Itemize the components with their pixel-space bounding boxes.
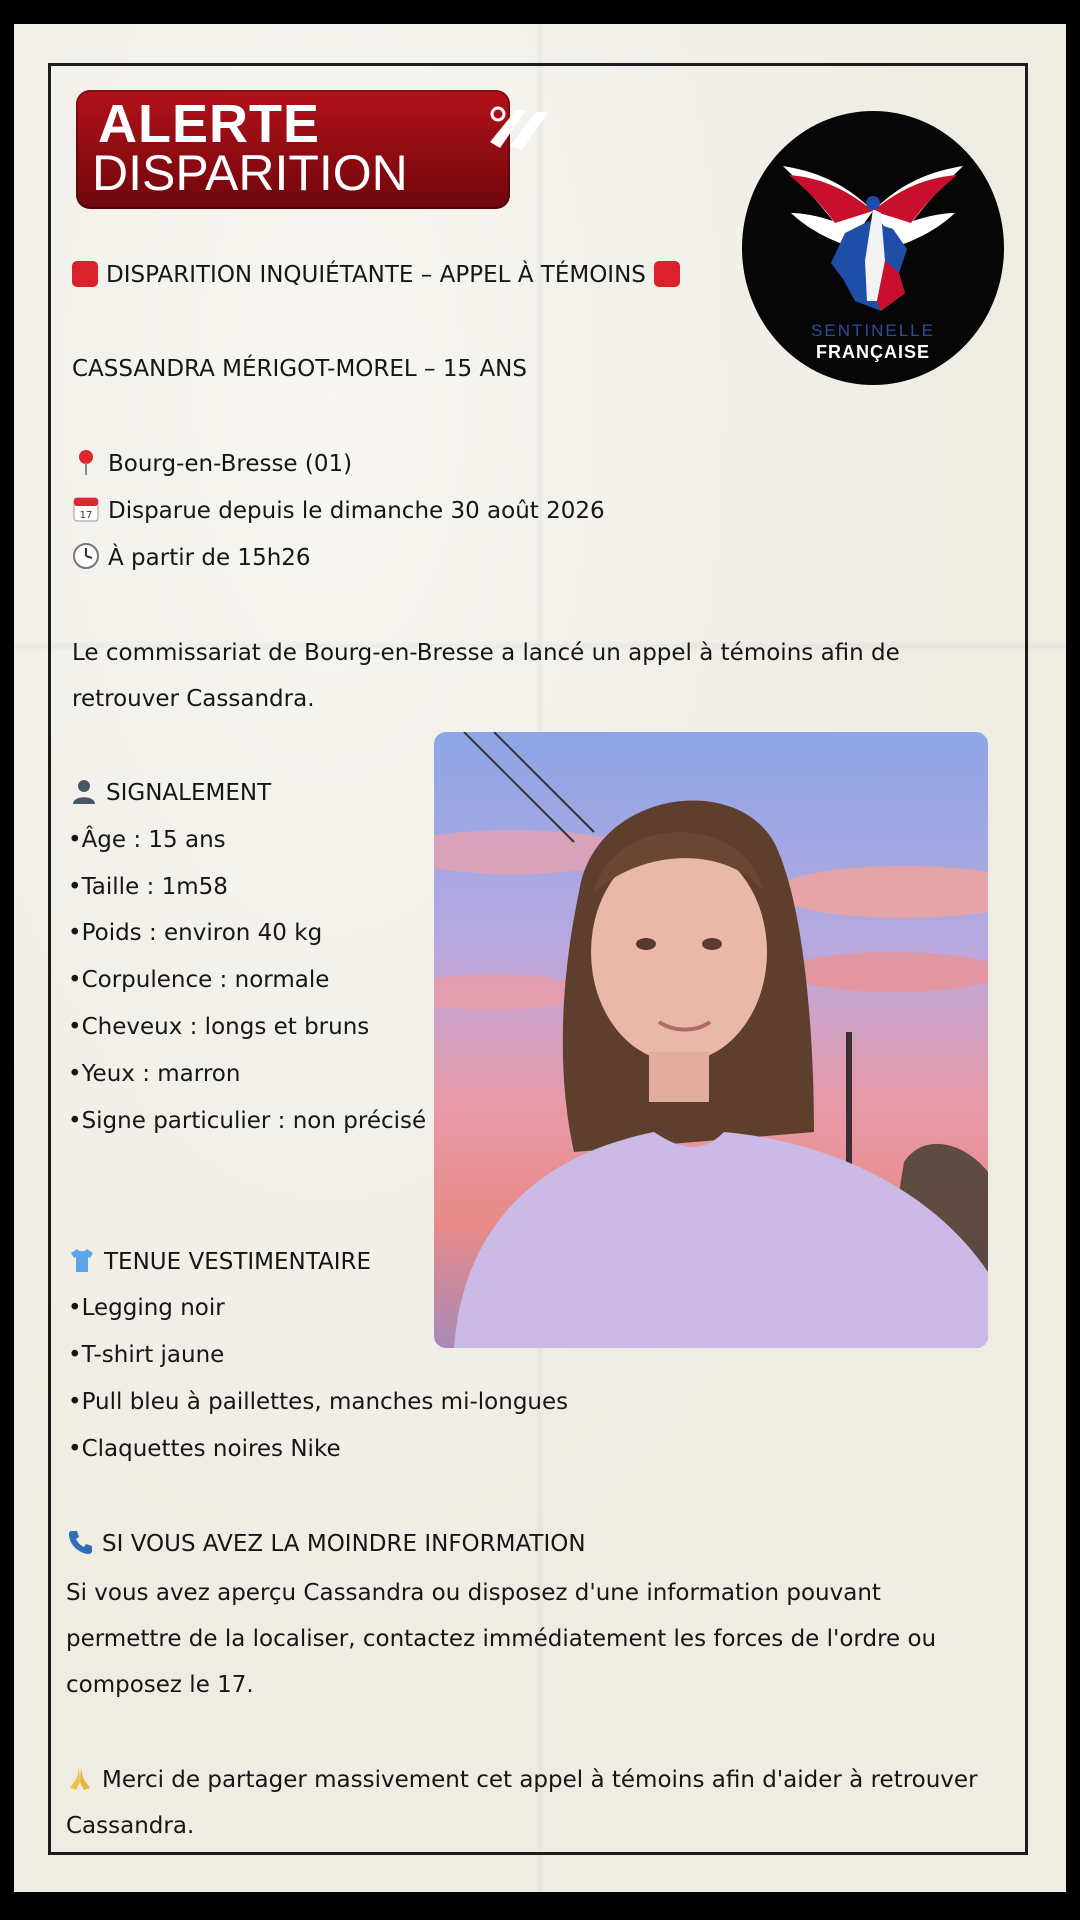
signalement-item: •Corpulence : normale — [68, 967, 330, 993]
missing-person-photo — [434, 732, 988, 1348]
location-line — [72, 448, 352, 479]
pin-icon — [72, 448, 100, 476]
tenue-item: •Pull bleu à paillettes, manches mi-longues — [68, 1389, 569, 1415]
signalement-item: •Signe particulier : non précisé — [68, 1108, 427, 1134]
intro-paragraph — [72, 630, 972, 722]
badge-line2: FRANÇAISE — [815, 342, 930, 362]
calendar-icon-day: 17 — [79, 510, 93, 521]
sentinelle-francaise-logo — [742, 111, 1004, 385]
intro-line: Le commissariat de Bourg-en-Bresse a lancé un appel à témoins afin de — [72, 640, 900, 666]
tenue-item: •Claquettes noires Nike — [68, 1436, 341, 1462]
tenue-title: TENUE VESTIMENTAIRE — [104, 1249, 372, 1275]
tenue-heading — [68, 1246, 371, 1277]
person-silhouette-icon — [70, 777, 98, 805]
signalement-item: •Poids : environ 40 kg — [68, 920, 323, 946]
headline-text: DISPARITION INQUIÉTANTE – APPEL À TÉMOINS — [106, 262, 646, 288]
info-line: composez le 17. — [66, 1672, 254, 1698]
info-line: Si vous avez aperçu Cassandra ou disposez d'une information pouvant — [66, 1580, 881, 1606]
date-line — [72, 495, 605, 526]
photo-illustration — [434, 732, 988, 1348]
phone-icon — [66, 1528, 94, 1556]
closing-paragraph — [66, 1757, 1006, 1849]
info-line: permettre de la localiser, contactez immédiatement les forces de l'ordre ou — [66, 1626, 937, 1652]
info-title: SI VOUS AVEZ LA MOINDRE INFORMATION — [102, 1531, 586, 1557]
time-line — [72, 542, 311, 573]
megaphone-icon — [486, 102, 550, 152]
signalement-item: •Taille : 1m58 — [68, 874, 228, 900]
info-paragraph — [66, 1570, 986, 1708]
signalement-item: •Yeux : marron — [68, 1061, 241, 1087]
location-text: Bourg-en-Bresse (01) — [108, 451, 353, 477]
signalement-heading — [70, 777, 271, 808]
missing-person-name: CASSANDRA MÉRIGOT-MOREL – 15 ANS — [72, 356, 527, 382]
siren-icon — [654, 261, 680, 287]
tshirt-icon — [68, 1246, 96, 1274]
tenue-item: •Legging noir — [68, 1295, 225, 1321]
winged-figure-icon — [773, 151, 973, 321]
logo-line2: DISPARITION — [92, 145, 408, 201]
calendar-icon — [72, 495, 100, 523]
intro-line: retrouver Cassandra. — [72, 686, 315, 712]
time-text: À partir de 15h26 — [108, 545, 311, 571]
clock-icon — [72, 542, 100, 570]
signalement-title: SIGNALEMENT — [106, 780, 272, 806]
siren-icon — [72, 261, 98, 287]
badge-line1: SENTINELLE — [811, 321, 935, 340]
alerte-disparition-logo — [76, 90, 510, 209]
signalement-item: •Âge : 15 ans — [68, 827, 226, 853]
date-text: Disparue depuis le dimanche 30 août 2026 — [108, 498, 605, 524]
signalement-item: •Cheveux : longs et bruns — [68, 1014, 370, 1040]
closing-line: Merci de partager massivement cet appel à témoins afin d'aider à retrouver — [102, 1767, 978, 1793]
info-heading — [66, 1528, 586, 1559]
headline — [72, 260, 680, 290]
logo-line1: ALERTE — [98, 94, 320, 154]
tenue-item: •T-shirt jaune — [68, 1342, 225, 1368]
praying-hands-icon — [66, 1764, 94, 1792]
closing-line: Cassandra. — [66, 1813, 195, 1839]
